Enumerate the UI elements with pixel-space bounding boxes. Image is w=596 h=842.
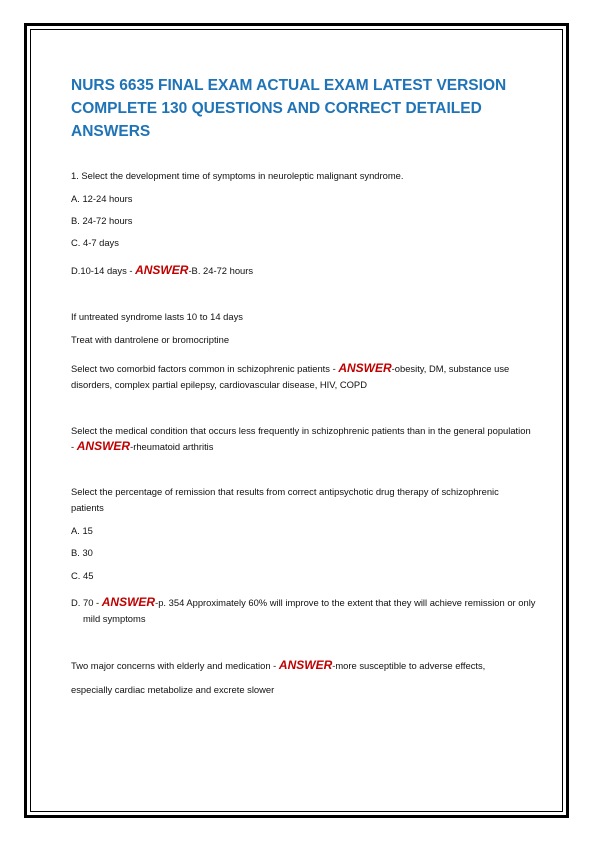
q5-question: Two major concerns with elderly and medication - <box>71 660 279 671</box>
q4-option-d: D. 70 - <box>71 597 102 608</box>
q4-option-b: B. 30 <box>71 547 93 558</box>
q2-block <box>71 361 531 392</box>
q1-option-c: C. 4-7 days <box>71 237 119 248</box>
q5-answer-2: especially cardiac metabolize and excrete slower <box>71 684 275 695</box>
q3-block <box>71 423 531 454</box>
q1-option-d: D.10-14 days - <box>71 265 136 276</box>
q1-option-a: A. 12-24 hours <box>71 193 133 204</box>
document-content <box>71 74 536 695</box>
q4-option-c: C. 45 <box>71 570 94 581</box>
answer-marker: ANSWER <box>135 263 189 277</box>
answer-marker: ANSWER <box>278 658 333 672</box>
q1-answer: -B. 24-72 hours <box>188 265 254 276</box>
q4-option-a: A. 15 <box>71 525 93 536</box>
q1-option-b: B. 24-72 hours <box>71 215 133 226</box>
q2-answer: -obesity, DM, substance use disorders, complex partial epilepsy, cardiovascular disease, HIV, COPD <box>71 363 510 390</box>
q2-question: Select two comorbid factors common in schizophrenic patients - <box>71 363 339 374</box>
q4-option-d-line <box>71 595 543 626</box>
q1-question: 1. Select the development time of symptoms in neuroleptic malignant syndrome. <box>71 170 404 181</box>
q5-line-1 <box>71 658 531 674</box>
document-title: NURS 6635 FINAL EXAM ACTUAL EXAM LATEST VERSION COMPLETE 130 QUESTIONS AND CORRECT DETAILED ANSWERS <box>71 77 507 140</box>
q5-answer-1: -more susceptible to adverse effects, <box>332 660 486 671</box>
q4-answer: -p. 354 Approximately 60% will improve to the extent that they will achieve remission or only mild symptoms <box>83 597 536 624</box>
answer-marker: ANSWER <box>338 361 392 375</box>
q1-option-d-line <box>71 263 531 279</box>
q1-note-2: Treat with dantrolene or bromocriptine <box>71 334 230 345</box>
q4-question: Select the percentage of remission that results from correct antipsychotic drug therapy of schizophrenic patients <box>71 486 499 513</box>
q1-note-1: If untreated syndrome lasts 10 to 14 days <box>71 311 243 322</box>
answer-marker: ANSWER <box>101 595 156 609</box>
q3-answer: -rheumatoid arthritis <box>130 440 214 452</box>
answer-marker: ANSWER <box>76 438 131 453</box>
q3-question: Select the medical condition that occurs less frequently in schizophrenic patients than in the general population - <box>71 425 531 452</box>
